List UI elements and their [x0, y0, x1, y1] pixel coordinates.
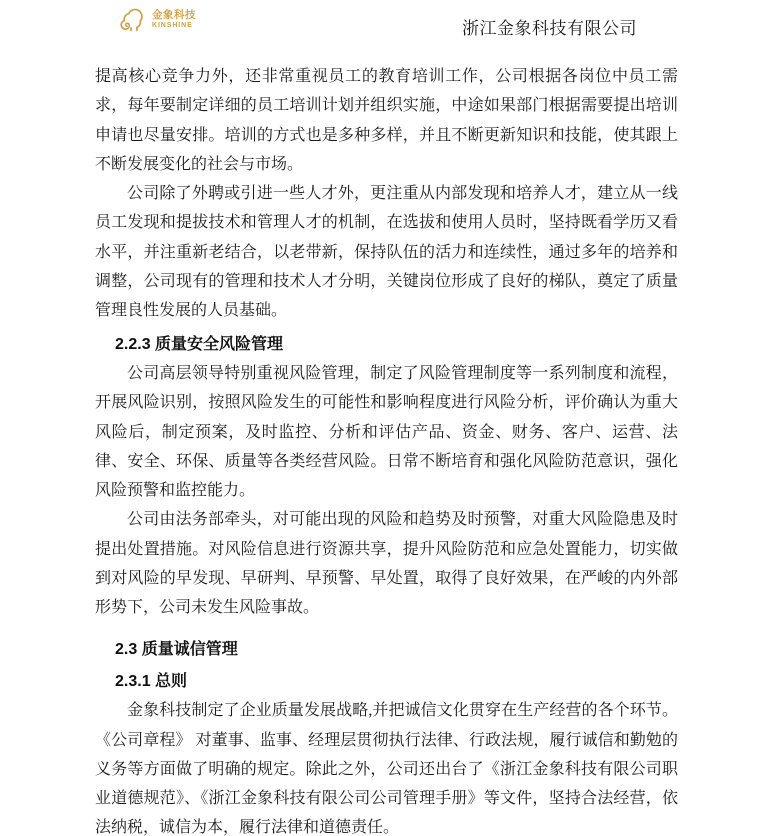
document-body: [0, 62, 771, 836]
header-company-name: 浙江金象科技有限公司: [462, 19, 637, 38]
paragraph-talent: 公司除了外聘或引进一些人才外，更注重从内部发现和培养人才，建立从一线员工发现和提拔技术和管理人才的机制，在选拔和使用人员时，坚持既看学历又看水平，并注重新老结合，以老带新，保持队伍的活力和连续性，通过多年的培养和调整，公司现有的管理和技术人才分明，关键岗位形成了良好的梯队，奠定了质量管理良性发展的人员基础。: [95, 185, 678, 320]
paragraph-risk-management: 公司高层领导特别重视风险管理，制定了风险管理制度等一系列制度和流程，开展风险识别，按照风险发生的可能性和影响程度进行风险分析，评价确认为重大风险后，制定预案，及时监控、分析和评估产品、资金、财务、客户、运营、法律、安全、环保、质量等各类经营风险。日常不断培育和强化风险防范意识，强化风险预警和监控能力。: [95, 364, 678, 500]
company-logo: [118, 4, 196, 35]
paragraph-legal-department: 公司由法务部牵头，对可能出现的风险和趋势及时预警，对重大风险隐患及时提出处置措施。对风险信息进行资源共享，提升风险防范和应急处置能力，切实做到对风险的早发现、早研判、早预警、早处置，取得了良好效果，在严峻的内外部形势下，公司未发生风险事故。: [95, 511, 678, 617]
document-header: [0, 0, 771, 43]
section-heading-2-3: 2.3 质量诚信管理: [115, 640, 238, 658]
section-heading-2-2-3: 2.2.3 质量安全风险管理: [115, 335, 284, 353]
logo-company-name-en: KINSHINE: [152, 22, 193, 30]
section-heading-2-3-1: 2.3.1 总则: [115, 672, 188, 690]
logo-text: [152, 10, 196, 30]
paragraph-training: 提高核心竞争力外，还非常重视员工的教育培训工作，公司根据各岗位中员工需求，每年要制定详细的员工培训计划并组织实施，中途如果部门根据需要提出培训申请也尽量安排。培训的方式也是多种多样，并且不断更新知识和技能，使其跟上不断发展变化的社会与市场。: [95, 68, 678, 173]
elephant-logo-icon: [118, 4, 149, 35]
logo-company-name-cn: 金象科技: [152, 8, 196, 21]
paragraph-integrity: 金象科技制定了企业质量发展战略,并把诚信文化贯穿在生产经营的各个环节。《公司章程》 对董事、监事、经理层贯彻执行法律、行政法规，履行诚信和勤勉的义务等方面做了明确的规定。除此之外，公司还出台了《浙江金象科技有限公司职业道德规范》、《浙江金象科技有限公司公司管理手册》等文件，坚持合法经营，依法纳税，诚信为本，履行法律和道德责任。: [95, 702, 678, 836]
